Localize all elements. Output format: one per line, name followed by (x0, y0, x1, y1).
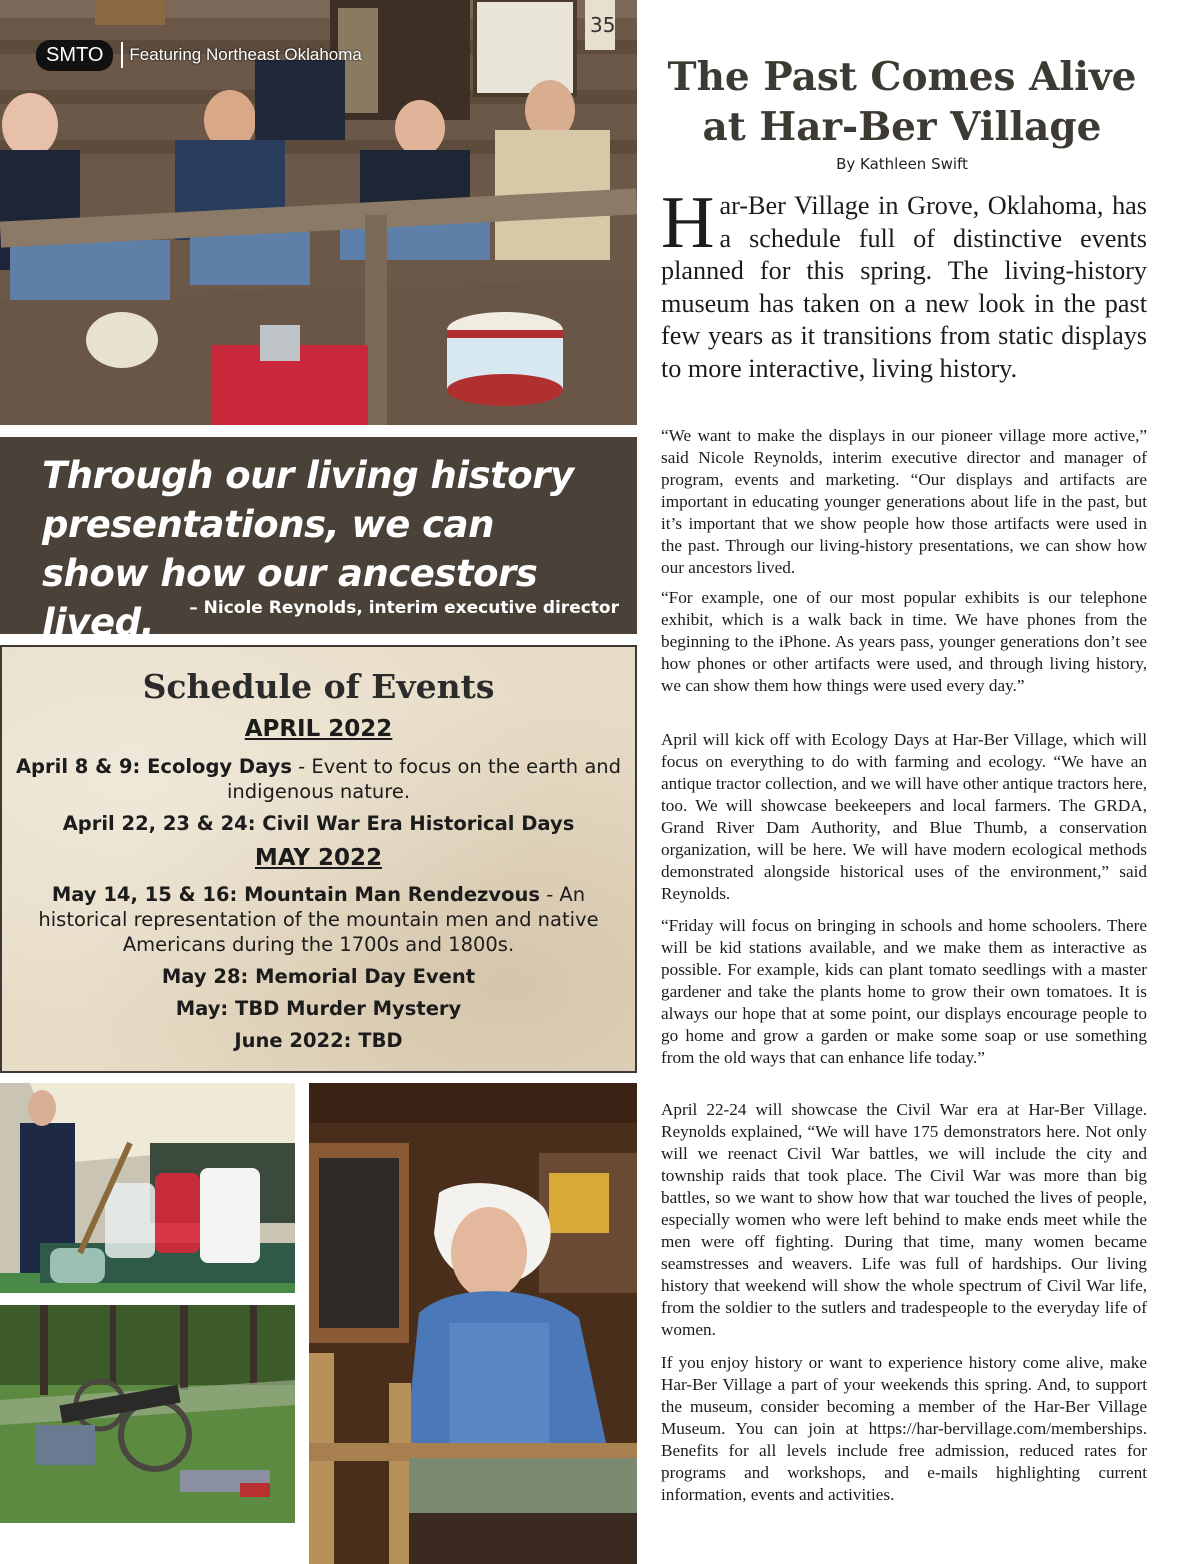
musicians-photo (0, 0, 637, 425)
quote-text: Through our living history presentations, we can show how our ancestors lived. (42, 454, 574, 644)
header-badge (36, 38, 362, 72)
pull-quote (0, 437, 637, 644)
article-paragraph: “We want to make the displays in our pioneer village more active,” said Nicole Reynolds, interim executive director and manager of program, events and marketing. “Our displays and artifacts are important in educating younger generations about life in the past, but it’s important that we show people how those artifacts were used in the past. Through our living-history presentations, we can show how our ancestors lived. (661, 426, 1147, 577)
apothecary-photo-drawing (0, 1083, 295, 1293)
cannon-photo-drawing (0, 1305, 295, 1523)
memorial-day-event: May 28: Memorial Day Event (161, 965, 476, 988)
rendezvous-title: May 14, 15 & 16: Mountain Man Rendezvous (51, 883, 540, 906)
ecology-days-title: April 8 & 9: Ecology Days (15, 755, 292, 778)
drop-cap: H (661, 182, 715, 264)
murder-mystery-event: May: TBD Murder Mystery (175, 997, 462, 1020)
weaver-photo-drawing (309, 1083, 637, 1564)
april-heading: APRIL 2022 (244, 716, 393, 742)
civil-war-event: April 22, 23 & 24: Civil War Era Historical Days (62, 812, 575, 835)
schedule-box (0, 645, 637, 1073)
schedule-title: Schedule of Events (142, 667, 495, 706)
rendezvous-description: - An historical representation of the mountain men and native Americans during the 1700s and 1800s. (38, 883, 599, 956)
ecology-days-description: - Event to focus on the earth and indigenous nature. (226, 755, 622, 803)
may-heading: MAY 2022 (254, 845, 383, 871)
lead-text: ar-Ber Village in Grove, Oklahoma, has a schedule full of distinctive events planned for this spring. The living-history museum has taken on a new look in the past few years as it transitions from static displays to more interactive, living history. (661, 191, 1147, 383)
quote-attribution: – Nicole Reynolds, interim executive director (189, 598, 619, 618)
lead-paragraph (661, 182, 1147, 386)
article-paragraph: If you enjoy history or want to experience history come alive, make Har-Ber Village a part of your weekends this spring. And, to support the museum, consider becoming a member of the Har-Ber Village Museum. You can join at https://har-bervillage.com/memberships. Benefits for all levels include free admission, reduced rates for programs and workshops, and e-mails highlighting current information, events and activities. (661, 1353, 1147, 1504)
article-title: The Past Comes Alive at Har-Ber Village (667, 54, 1137, 150)
ecology-days-event (12, 754, 625, 804)
article-paragraph: April 22-24 will showcase the Civil War era at Har-Ber Village. Reynolds explained, “We will have 175 demonstrators here. Not only will we reenact Civil War battles, we will include the city and township raids that took place. The Civil War was more than big battles, so we want to show how that war touched the lives of people, especially women who were left behind to make ends meet while the men were off fighting. During that time, many women became seamstresses and weavers. Life was full of hardships. Our living history that weekend will show the whole spectrum of Civil War life, from the soldier to the sutlers and tradespeople to the everyday life of women. (661, 1100, 1147, 1339)
june-event: June 2022: TBD (234, 1029, 403, 1052)
smto-badge: SMTO (36, 40, 113, 71)
sign-number: 35 (590, 13, 616, 37)
article-paragraph: April will kick off with Ecology Days at Har-Ber Village, which will focus on everything to do with farming and ecology. “We have an antique tractor collection, and we will have other antique tractors here, too. We will showcase beekeepers and local farmers. The GRDA, Grand River Dam Authority, and Blue Thumb, a conservation organization, will be here. We will have modern ecological methods demonstrated alongside historical uses of the environment,” said Reynolds. (661, 730, 1147, 903)
apothecary-photo (0, 1083, 295, 1293)
article-paragraph: “Friday will focus on bringing in schools and home schoolers. There will be kid stations available, and we make them as interactive as possible. For example, kids can plant tomato seedlings with a master gardener and take the plants home to grow their own tomatoes. It is always our hope that at some point, our displays encourage people to go home and grow a garden or make some soap or use something from the old ways that can enhance life today.” (661, 916, 1147, 1067)
rendezvous-event (12, 882, 625, 957)
byline: By Kathleen Swift (836, 155, 968, 173)
cannon-photo (0, 1305, 295, 1523)
feature-label: Featuring Northeast Oklahoma (129, 45, 362, 64)
weaver-photo (309, 1083, 637, 1564)
badge-divider (121, 42, 123, 68)
article-paragraph: “For example, one of our most popular exhibits is our telephone exhibit, which is a walk back in time. We have phones from the beginning to the iPhone. As years pass, younger generations don’t see how phones or other artifacts were used, and through living history, we can show them how things were used every day.” (661, 588, 1147, 695)
